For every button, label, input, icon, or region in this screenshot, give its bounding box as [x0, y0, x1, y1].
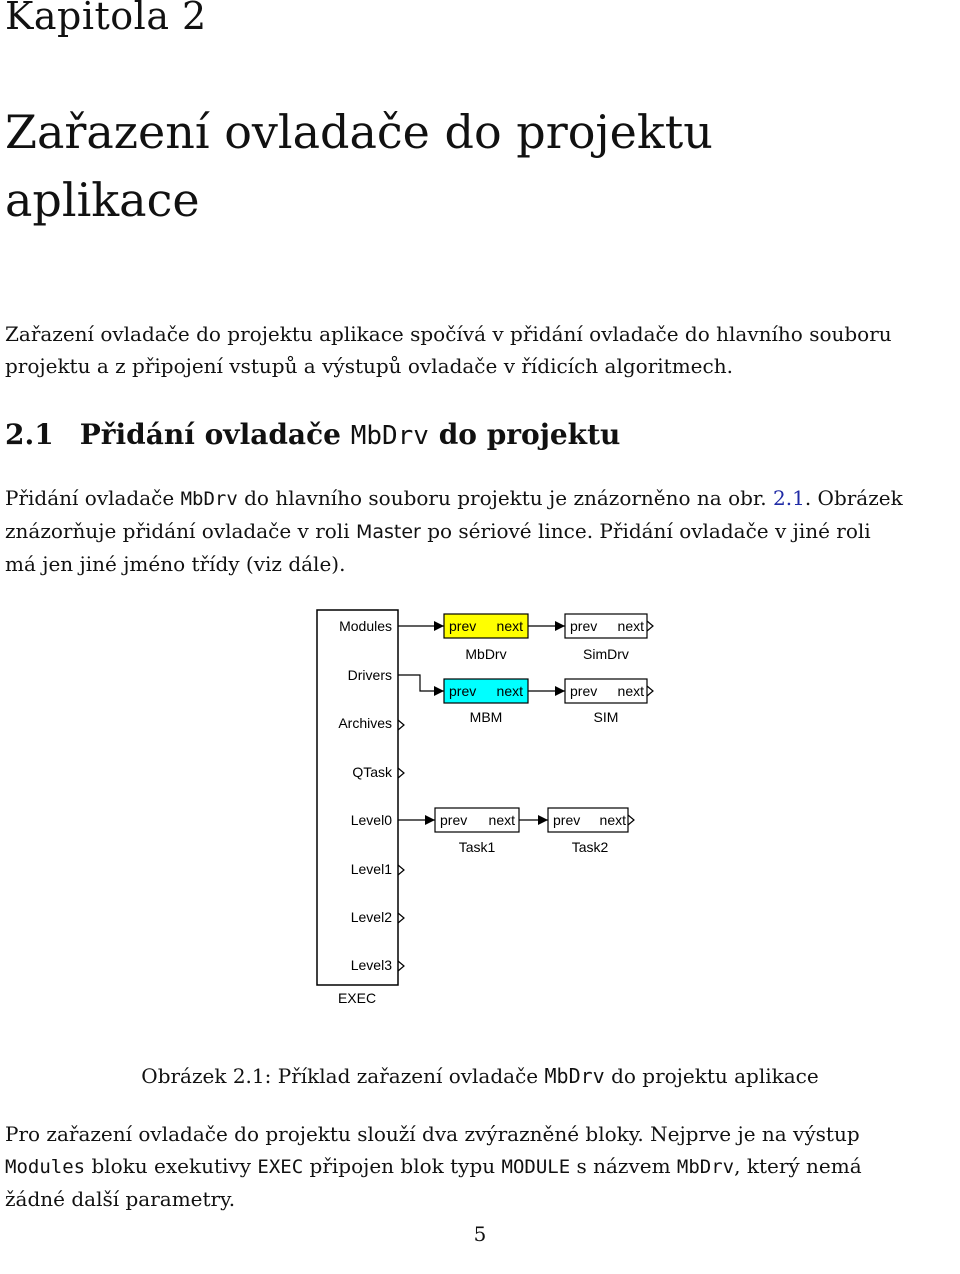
figure-ref-link[interactable]: 2.1 [773, 486, 805, 510]
task1-next: next [488, 812, 515, 828]
mbm-label: MBM [469, 709, 503, 725]
mbdrv-label: MbDrv [465, 646, 507, 662]
sp-text: do hlavního souboru projektu je znázorněno na obr. [244, 486, 767, 510]
chapter-label: Kapitola 2 [5, 0, 207, 38]
sp-code-mbdrv: MbDrv [180, 488, 238, 510]
exec-port-level2: Level2 [350, 909, 392, 925]
exec-label: EXEC [337, 990, 377, 1006]
section-number: 2.1 [5, 418, 54, 451]
sp-text: Přidání ovladače [5, 486, 175, 510]
task1-prev: prev [440, 812, 468, 828]
sp-role-master: Master [355, 521, 421, 543]
lp-code-mbdrv: MbDrv [676, 1156, 735, 1178]
lp-text: , který nemá [734, 1154, 862, 1178]
task2-next: next [599, 812, 626, 828]
mbdrv-next: next [496, 618, 523, 634]
sim-prev: prev [570, 683, 598, 699]
exec-port-drivers: Drivers [347, 667, 392, 683]
lp-text: připojen blok typu [309, 1154, 496, 1178]
task2-prev: prev [553, 812, 581, 828]
intro-line2: projektu a z připojení vstupů a výstupů ovladače v řídicích algoritmech. [5, 354, 733, 378]
lp-code-modules: Modules [5, 1156, 86, 1178]
simdrv-prev: prev [570, 618, 598, 634]
sp-text: po sériové lince. Přidání ovladače v jiné roli [427, 519, 871, 543]
exec-port-qtask: QTask [352, 764, 392, 780]
exec-port-level0: Level0 [350, 812, 392, 828]
caption-text: Obrázek 2.1: Příklad zařazení ovladače [141, 1064, 539, 1088]
simdrv-label: SimDrv [583, 646, 629, 662]
simdrv-next: next [617, 618, 644, 634]
exec-port-modules: Modules [339, 618, 392, 634]
section-title-after: do projektu [438, 418, 621, 451]
chapter-title-line1: Zařazení ovladače do projektu [5, 105, 713, 159]
sim-next: next [617, 683, 644, 699]
mbdrv-prev: prev [449, 618, 477, 634]
intro-line1: Zařazení ovladače do projektu aplikace spočívá v přidání ovladače do hlavního souboru [5, 322, 892, 346]
sp-text: má jen jiné jméno třídy (viz dále). [5, 552, 346, 576]
caption-text: do projektu aplikace [611, 1064, 819, 1088]
closing-paragraph [5, 1118, 960, 1215]
lp-text: bloku exekutivy [91, 1154, 252, 1178]
lp-text: žádné další parametry. [5, 1187, 236, 1211]
exec-port-archives: Archives [338, 715, 392, 731]
mbm-prev: prev [449, 683, 477, 699]
caption-code: MbDrv [544, 1064, 605, 1088]
mbm-next: next [496, 683, 523, 699]
lp-text: Pro zařazení ovladače do projektu slouží dva zvýrazněné bloky. Nejprve je na výstup [5, 1122, 860, 1146]
sim-label: SIM [593, 709, 619, 725]
exec-port-level3: Level3 [350, 957, 392, 973]
section-title-before: Přidání ovladače [79, 418, 341, 451]
figure-caption [0, 1064, 960, 1088]
task2-label: Task2 [571, 839, 609, 855]
page-number: 5 [473, 1222, 487, 1246]
lp-text: s názvem [576, 1154, 671, 1178]
section-title-code: MbDrv [350, 421, 429, 451]
sp-text: znázorňuje přidání ovladače v roli [5, 519, 350, 543]
lp-code-module: MODULE [501, 1156, 571, 1178]
open-port-chevrons [398, 621, 653, 971]
lp-code-exec: EXEC [257, 1156, 304, 1178]
exec-port-level1: Level1 [350, 861, 392, 877]
task1-label: Task1 [458, 839, 496, 855]
sp-text: . Obrázek [804, 486, 903, 510]
chapter-title-line2: aplikace [5, 173, 200, 227]
